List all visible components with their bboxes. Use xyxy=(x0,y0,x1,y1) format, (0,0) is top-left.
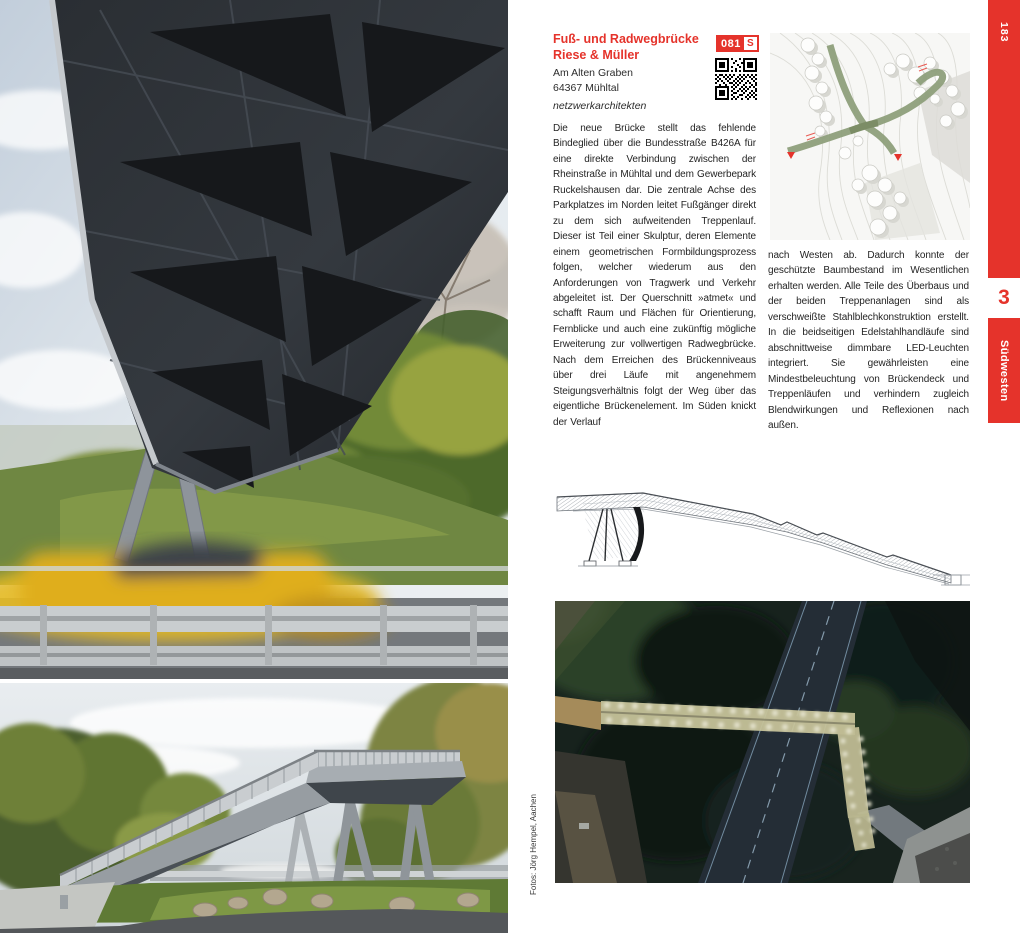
entry-header xyxy=(553,31,713,112)
aerial-night-photo xyxy=(555,601,970,883)
qr-code xyxy=(715,58,757,100)
badge-letter: S xyxy=(744,37,757,50)
page-number: 183 xyxy=(998,22,1010,43)
elevation-drawing xyxy=(553,487,970,588)
photo-credit: Fotos: Jörg Hempel, Aachen xyxy=(529,794,538,895)
photo-bridge-underside xyxy=(0,0,508,679)
entry-architect: netzwerkarchitekten xyxy=(553,100,647,112)
page-number-tab xyxy=(988,0,1020,278)
body-text-column-2: nach Westen ab. Dadurch konnte der geschützte Baumbestand im Wesentlichen erhalten werden. Alle Teile des Überbaus und der beiden Treppenanlagen sind als verschweißte Stahlblechkonstruktion erstellt. In die beidseitigen Edelstahlhandläufe sind abschnittweise dimmbare LED-Leuchten integriert. Sie gewährleisten eine Mindestbeleuchtung von Brückendeck und Treppenläufen und verhindern zugleich Blendwirkungen und Reflexionen nach außen. xyxy=(768,250,969,431)
photo-bridge-stairs xyxy=(0,683,508,933)
region-tab xyxy=(988,318,1020,423)
region-label: Südwesten xyxy=(998,339,1010,402)
site-plan-drawing xyxy=(770,33,970,240)
chapter-number: 3 xyxy=(998,286,1010,309)
badge-number: 081 xyxy=(721,37,741,50)
entry-address: Am Alten Graben 64367 Mühltal xyxy=(553,67,633,94)
body-text-column-1: Die neue Brücke stellt das fehlende Bindeglied über die Bundesstraße B426A für eine direkte Verbindung zwischen der Rheinstraße in Mühltal und dem Gewerbepark Ruckelshausen dar. Die zentrale Achse des Parkplatzes im Norden leitet Fußgänger direkt zu dem sich aufweitenden Treppenlauf. Dieser ist Teil einer Skulptur, deren Elemente einem geometrischen Formbildungsprozess folgen, welcher wiederum aus den Anforderungen von Tragwerk und Verkehr abgeleitet ist. Der Querschnitt »atmet« und schafft Raum und Flächen für Orientierung, Fernblicke und auch eine zukünftig mögliche Erweiterung zur vollwertigen Radwegbrücke. Nach dem Erreichen des Brückenniveaus über drei Läufe mit angenehmem Steigungsverhältnis folgt der Weg über das eigentliche Brückenelement. Im Süden knickt der Verlauf xyxy=(553,123,756,428)
entry-title: Fuß- und Radwegbrücke Riese & Müller xyxy=(553,32,699,62)
chapter-tab xyxy=(988,278,1020,318)
entry-number-badge xyxy=(716,35,759,52)
